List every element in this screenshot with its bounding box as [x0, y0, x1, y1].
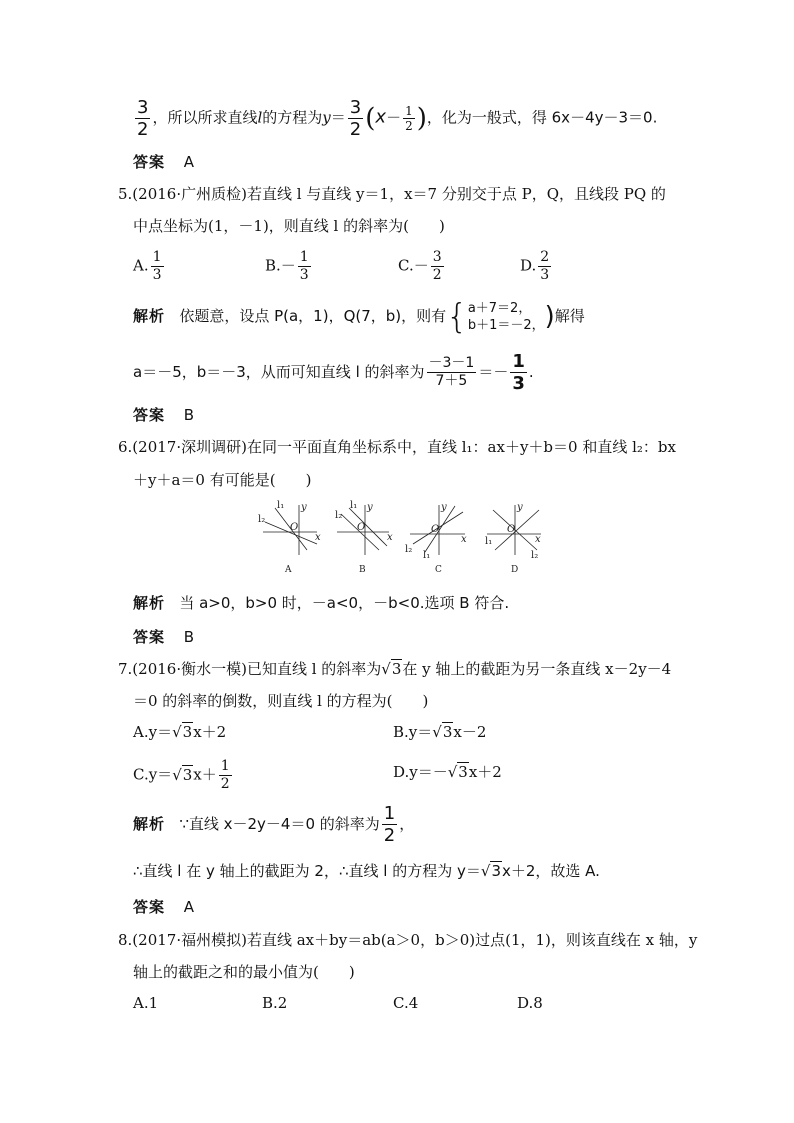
solution-5-line-1: 解析 依题意，设点 P(a，1)，Q(7，b)，则有{ a＋7＝2， b＋1＝－2， )解得: [133, 296, 585, 337]
top-line: $\frac{3}{2}$ ，所以所求直线l的方程为y＝ $\frac{3}{2}$ (x－ $\frac{1}{2}$ )，化为一般式，得 6x－4y－3＝0.: [137, 97, 658, 140]
svg-text:l₁: l₁: [277, 500, 285, 511]
question-5-line-1: 5.(2016·广州质检)若直线 l 与直线 y＝1，x＝7 分别交于点 P，Q，且线段 PQ 的: [118, 185, 666, 203]
option-a: A.1: [133, 994, 159, 1012]
option-b: B.y＝√3x－2: [393, 723, 487, 741]
option-b: B.－ $\frac{1}{3}$: [265, 249, 309, 283]
option-a: A. $\frac{1}{3}$: [133, 249, 162, 283]
solution-5-line-2: a＝－5，b＝－3，从而可知直线 l 的斜率为 $\frac{-3-1}{7+5}$ ＝－ $\frac{1}{3}$ .: [133, 351, 534, 394]
svg-text:y: y: [301, 502, 307, 513]
figure-label-d: D: [511, 565, 519, 575]
solution-6: 解析 当 a>0，b>0 时，－a<0，－b<0.选项 B 符合.: [133, 594, 510, 612]
svg-text:l₂: l₂: [258, 514, 266, 525]
line-figures: [255, 500, 545, 580]
svg-text:O: O: [431, 524, 440, 535]
option-b: B.2: [262, 994, 288, 1012]
svg-text:x: x: [315, 532, 321, 543]
svg-text:y: y: [441, 502, 447, 513]
svg-text:l₁: l₁: [423, 550, 431, 561]
question-6-line-2: ＋y＋a＝0 有可能是( ): [133, 471, 312, 489]
svg-text:x: x: [387, 532, 393, 543]
option-a: A.y＝√3x＋2: [133, 723, 227, 741]
answer-row: 答案 A: [133, 898, 195, 916]
option-d: D.8: [517, 994, 543, 1012]
option-c: C.4: [393, 994, 419, 1012]
svg-text:l₂: l₂: [335, 510, 343, 521]
svg-text:O: O: [290, 522, 299, 533]
question-8-line-2: 轴上的截距之和的最小值为( ): [133, 963, 355, 981]
figure-label-b: B: [359, 565, 366, 575]
svg-text:x: x: [461, 534, 467, 545]
solution-7-line-2: ∴直线 l 在 y 轴上的截距为 2，∴直线 l 的方程为 y＝√3x＋2，故选 A.: [133, 862, 600, 880]
question-6-line-1: 6.(2017·深圳调研)在同一平面直角坐标系中，直线 l₁：ax＋y＋b＝0 和直线 l₂：bx: [118, 438, 676, 456]
slope-fraction-calc: $\frac{-3-1}{7+5}$: [428, 355, 475, 389]
fraction-three-halves: $\frac{3}{2}$: [137, 97, 149, 140]
svg-text:l₂: l₂: [405, 544, 413, 555]
answer-row: 答案 B: [133, 406, 195, 424]
option-d: D.y＝－√3x＋2: [393, 763, 502, 781]
svg-text:O: O: [507, 524, 516, 535]
slope-fraction: $\frac{3}{2}$: [349, 97, 362, 140]
svg-text:l₁: l₁: [485, 536, 493, 547]
option-c: C.－ $\frac{3}{2}$: [398, 249, 442, 283]
svg-text:O: O: [357, 522, 366, 533]
answer-row: 答案 B: [133, 628, 195, 646]
svg-text:y: y: [517, 502, 523, 513]
svg-text:x: x: [535, 534, 541, 545]
question-8-line-1: 8.(2017·福州模拟)若直线 ax＋by＝ab(a＞0，b＞0)过点(1，1)，则该直线在 x 轴，y: [118, 931, 698, 949]
question-5-line-2: 中点坐标为(1，－1)，则直线 l 的斜率为( ): [133, 217, 445, 235]
svg-text:l₂: l₂: [531, 550, 539, 561]
svg-text:l₁: l₁: [350, 500, 358, 511]
question-7-line-1: 7.(2016·衡水一模)已知直线 l 的斜率为√3在 y 轴上的截距为另一条直线 x－2y－4: [118, 660, 672, 678]
figure-label-c: C: [435, 565, 442, 575]
figure-label-a: A: [285, 565, 292, 575]
equation-system: a＋7＝2， b＋1＝－2，: [467, 300, 545, 333]
answer-row: 答案 A: [133, 153, 195, 171]
solution-7-line-1: 解析 ∵直线 x－2y－4＝0 的斜率为 $\frac{1}{2}$ ，: [133, 803, 415, 846]
option-c: C.y＝√3x＋ $\frac{1}{2}$: [133, 758, 230, 792]
svg-text:y: y: [367, 502, 373, 513]
half-fraction: $\frac{1}{2}$: [405, 104, 413, 133]
question-7-line-2: ＝0 的斜率的倒数，则直线 l 的方程为( ): [133, 692, 429, 710]
option-d: D. $\frac{2}{3}$: [520, 249, 550, 283]
